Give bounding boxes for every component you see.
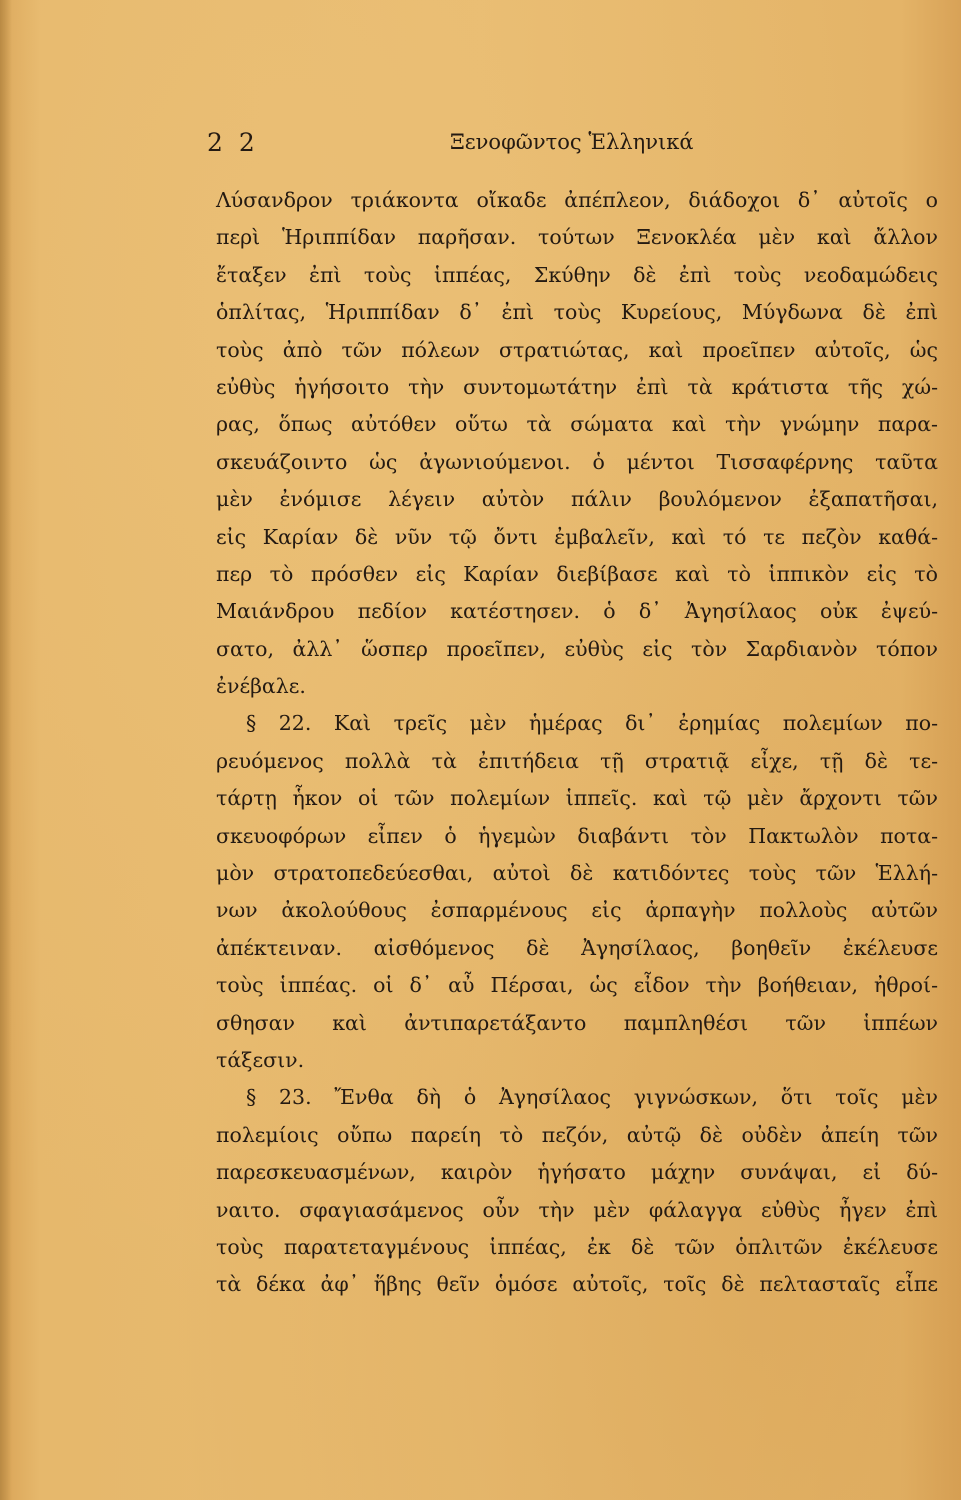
text-line: πολεμίοις οὔπω παρείη τὸ πεζόν, αὐτῷ δὲ οὐδὲν ἀπείη τῶν — [216, 1122, 938, 1147]
text-line: ρας, ὅπως αὐτόθεν οὕτω τὰ σώματα καὶ τὴν γνώμην παρα- — [216, 412, 938, 437]
text-line: ναιτο. σφαγιασάμενος οὖν τὴν μὲν φάλαγγα εὐθὺς ἦγεν ἐπὶ — [216, 1197, 938, 1222]
text-line: περὶ Ἡριππίδαν παρῆσαν. τούτων Ξενοκλέα μὲν καὶ ἄλλον — [216, 225, 938, 250]
text-line: ἐνέβαλε. — [216, 674, 306, 699]
text-line: τοὺς ἱππέας. οἱ δ᾿ αὖ Πέρσαι, ὡς εἶδον τὴν βοήθειαν, ἠθροί- — [216, 973, 938, 998]
section-23-start: § 23. Ἔνθα δὴ ὁ Ἀγησίλαος γιγνώσκων, ὅτι τοῖς μὲν — [246, 1085, 938, 1110]
text-line: σκευάζοιντο ὡς ἀγωνιούμενοι. ὁ μέντοι Τισσαφέρνης ταῦτα — [216, 449, 938, 474]
page-header — [0, 128, 961, 168]
text-line: σκευοφόρων εἶπεν ὁ ἡγεμὼν διαβάντι τὸν Πακτωλὸν ποτα- — [216, 823, 938, 848]
text-line: μὸν στρατοπεδεύεσθαι, αὐτοὶ δὲ κατιδόντες τοὺς τῶν Ἑλλή- — [216, 861, 938, 886]
text-line: παρεσκευασμένων, καιρὸν ἡγήσατο μάχην συνάψαι, εἰ δύ- — [216, 1160, 938, 1185]
text-line: ἀπέκτειναν. αἰσθόμενος δὲ Ἀγησίλαος, βοηθεῖν ἐκέλευσε — [216, 935, 938, 960]
body-text — [216, 182, 938, 1304]
text-line: ὁπλίτας, Ἡριππίδαν δ᾿ ἐπὶ τοὺς Κυρείους, Μύγδωνα δὲ ἐπὶ — [216, 300, 938, 325]
binding-edge — [0, 0, 12, 1500]
text-line: εὐθὺς ἡγήσοιτο τὴν συντομωτάτην ἐπὶ τὰ κράτιστα τῆς χώ- — [216, 374, 938, 399]
text-line: τοὺς ἀπὸ τῶν πόλεων στρατιώτας, καὶ προεῖπεν αὐτοῖς, ὡς — [216, 337, 938, 362]
text-line: τὰ δέκα ἀφ᾿ ἥβης θεῖν ὁμόσε αὐτοῖς, τοῖς δὲ πελτασταῖς εἶπε — [216, 1272, 938, 1297]
text-line: τοὺς παρατεταγμένους ἱππέας, ἐκ δὲ τῶν ὁπλιτῶν ἐκέλευσε — [216, 1234, 938, 1259]
text-line: τάρτῃ ἧκον οἱ τῶν πολεμίων ἱππεῖς. καὶ τῷ μὲν ἄρχοντι τῶν — [216, 786, 938, 811]
text-line: σθησαν καὶ ἀντιπαρετάξαντο παμπληθέσι τῶν ἱππέων — [216, 1010, 938, 1035]
page-number: 2 2 — [207, 128, 259, 157]
text-line: νων ἀκολούθους ἐσπαρμένους εἰς ἁρπαγὴν πολλοὺς αὐτῶν — [216, 898, 938, 923]
text-line: περ τὸ πρόσθεν εἰς Καρίαν διεβίβασε καὶ τὸ ἱππικὸν εἰς τὸ — [216, 561, 938, 586]
text-line: ἔταξεν ἐπὶ τοὺς ἱππέας, Σκύθην δὲ ἐπὶ τοὺς νεοδαμώδεις — [216, 262, 938, 287]
text-line: μὲν ἐνόμισε λέγειν αὐτὸν πάλιν βουλόμενον ἐξαπατῆσαι, — [216, 487, 938, 512]
text-line: τάξεσιν. — [216, 1047, 305, 1072]
running-title: Ξενοφῶντος Ἑλληνικά — [450, 130, 694, 154]
text-line: ρευόμενος πολλὰ τὰ ἐπιτήδεια τῇ στρατιᾷ εἶχε, τῇ δὲ τε- — [216, 748, 938, 773]
text-line: εἰς Καρίαν δὲ νῦν τῷ ὄντι ἐμβαλεῖν, καὶ τό τε πεζὸν καθά- — [216, 524, 938, 549]
text-line: σατο, ἀλλ᾿ ὥσπερ προεῖπεν, εὐθὺς εἰς τὸν Σαρδιανὸν τόπον — [216, 636, 938, 661]
text-line: Λύσανδρον τριάκοντα οἴκαδε ἀπέπλεον, διάδοχοι δ᾿ αὐτοῖς ο — [216, 188, 938, 212]
section-22-start: § 22. Καὶ τρεῖς μὲν ἡμέρας δι᾿ ἐρημίας πολεμίων πο- — [246, 711, 938, 736]
text-line: Μαιάνδρου πεδίον κατέστησεν. ὁ δ᾿ Ἀγησίλαος οὐκ ἐψεύ- — [216, 599, 938, 624]
